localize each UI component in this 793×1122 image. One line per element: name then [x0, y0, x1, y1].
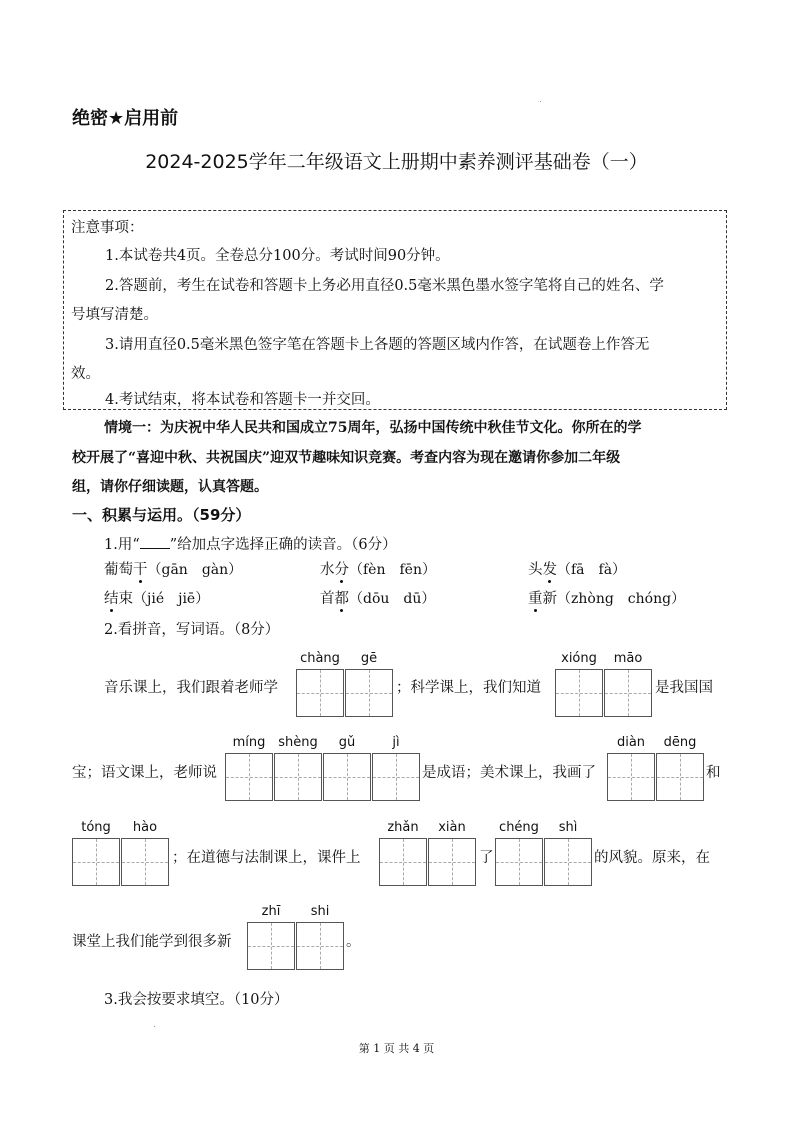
confidential-label: 绝密★启用前 [72, 108, 179, 129]
notice-item: 4.考试结束，将本试卷和答题卡一并交回。 [105, 392, 380, 408]
page-footer: 第 1 页 共 4 页 [358, 1042, 435, 1055]
q1-suffix: ”给加点字选择正确的读音。（6分） [169, 537, 397, 553]
pronunciation-item [104, 558, 242, 579]
writing-grid-box[interactable] [274, 753, 322, 801]
pinyin-label: gē [360, 651, 378, 666]
writing-grid-box[interactable] [495, 838, 543, 886]
notice-item: 3.请用直径0.5毫米黑色签字笔在答题卡上各题的答题区域内作答，在试题卷上作答无 [105, 337, 650, 353]
dotted-char: 发 [542, 562, 557, 578]
pinyin-label: zhǎn [387, 820, 419, 835]
pinyin-label: shì [558, 820, 578, 835]
writing-grid-box[interactable] [323, 753, 371, 801]
writing-grid-box[interactable] [544, 838, 592, 886]
pinyin-label: māo [613, 651, 643, 666]
pronunciation-item [528, 558, 626, 579]
word-part: 头 [528, 562, 543, 578]
pinyin-label: dēng [663, 735, 697, 750]
dotted-char: 干 [133, 562, 148, 578]
dotted-char: 都 [334, 591, 349, 607]
dotted-char: 重 [528, 591, 543, 607]
q2-text: 宝；语文课上，老师说 [72, 765, 217, 781]
word-part: 水 [320, 562, 335, 578]
q2-text: 音乐课上，我们跟着老师学 [104, 680, 278, 696]
q2-text: ；科学课上，我们知道 [396, 680, 541, 696]
pinyin-options: （dōu dū） [349, 591, 436, 607]
writing-grid-box[interactable] [225, 753, 273, 801]
pinyin-label: hào [132, 820, 158, 835]
q2-text: 是成语；美术课上，我画了 [422, 765, 596, 781]
notice-item: 1.本试卷共4页。全卷总分100分。考试时间90分钟。 [105, 248, 450, 264]
pinyin-options: （fā fà） [557, 562, 627, 578]
scenario-line: 组，请你仔细读题，认真答题。 [72, 479, 268, 495]
word-part: 首 [320, 591, 335, 607]
writing-grid-box[interactable] [656, 753, 704, 801]
question-3-title: 3.我会按要求填空。（10分） [104, 992, 289, 1008]
notice-item: 效。 [71, 366, 100, 382]
writing-grid-box[interactable] [296, 669, 344, 717]
pinyin-label: chéng [499, 820, 539, 835]
writing-grid-box[interactable] [121, 838, 169, 886]
q2-text: 是我国国 [655, 680, 713, 696]
exam-title: 2024-2025学年二年级语文上册期中素养测评基础卷（一） [145, 151, 648, 173]
pronunciation-item [528, 587, 685, 608]
notice-item: 号填写清楚。 [71, 307, 158, 323]
q2-text: 了 [479, 850, 494, 866]
pinyin-label: chàng [300, 651, 340, 666]
pinyin-options: （zhòng chóng） [557, 591, 686, 607]
pronunciation-item [320, 558, 436, 579]
scan-speck [154, 1026, 155, 1027]
scan-speck [540, 101, 541, 102]
pinyin-label: gǔ [338, 735, 356, 750]
pinyin-options: （fèn fēn） [349, 562, 436, 578]
pinyin-label: zhī [261, 904, 281, 919]
writing-grid-box[interactable] [296, 922, 344, 970]
writing-grid-box[interactable] [72, 838, 120, 886]
writing-grid-box[interactable] [372, 753, 420, 801]
pinyin-label: jì [392, 735, 400, 750]
dotted-char: 分 [334, 562, 349, 578]
writing-grid-box[interactable] [428, 838, 476, 886]
question-1 [104, 533, 397, 554]
question-2-title: 2.看拼音，写词语。（8分） [104, 622, 280, 638]
pinyin-options: （jié jiē） [133, 591, 210, 607]
scenario-line: 情境一：为庆祝中华人民共和国成立75周年，弘扬中国传统中秋佳节文化。你所在的学 [104, 420, 642, 436]
q2-text: 和 [706, 765, 721, 781]
pronunciation-item [320, 587, 435, 608]
pinyin-label: shèng [278, 735, 318, 750]
section-heading: 一、积累与运用。（59分） [72, 506, 251, 524]
writing-grid-box[interactable] [345, 669, 393, 717]
pinyin-options: （gān gàn） [147, 562, 243, 578]
pinyin-label: diàn [616, 735, 646, 750]
notice-title: 注意事项： [71, 220, 144, 236]
pinyin-label: xióng [561, 651, 597, 666]
q1-prefix: 1.用“ [104, 537, 140, 553]
pinyin-label: shi [310, 904, 330, 919]
q2-text: 课堂上我们能学到很多新 [72, 934, 232, 950]
dotted-char: 结 [104, 591, 119, 607]
writing-grid-box[interactable] [604, 669, 652, 717]
word-part: 束 [118, 591, 133, 607]
writing-grid-box[interactable] [607, 753, 655, 801]
writing-grid-box[interactable] [379, 838, 427, 886]
pinyin-label: míng [232, 735, 266, 750]
pinyin-label: tóng [81, 820, 111, 835]
q2-text: ；在道德与法制课上，课件上 [172, 850, 361, 866]
writing-grid-box[interactable] [247, 922, 295, 970]
q2-text: 的风貌。原来，在 [594, 850, 710, 866]
pinyin-label: xiàn [438, 820, 466, 835]
notice-item: 2.答题前，考生在试卷和答题卡上务必用直径0.5毫米黑色墨水签字笔将自己的姓名、学 [105, 278, 664, 294]
pronunciation-item [104, 587, 209, 608]
q2-text: 。 [346, 934, 361, 950]
notice-box [63, 210, 727, 410]
scenario-line: 校开展了“喜迎中秋、共祝国庆”迎双节趣味知识竞赛。考查内容为现在邀请你参加二年级 [72, 450, 621, 466]
writing-grid-box[interactable] [555, 669, 603, 717]
word-part: 葡萄 [104, 562, 133, 578]
answer-underline [140, 536, 170, 549]
word-part: 新 [542, 591, 557, 607]
